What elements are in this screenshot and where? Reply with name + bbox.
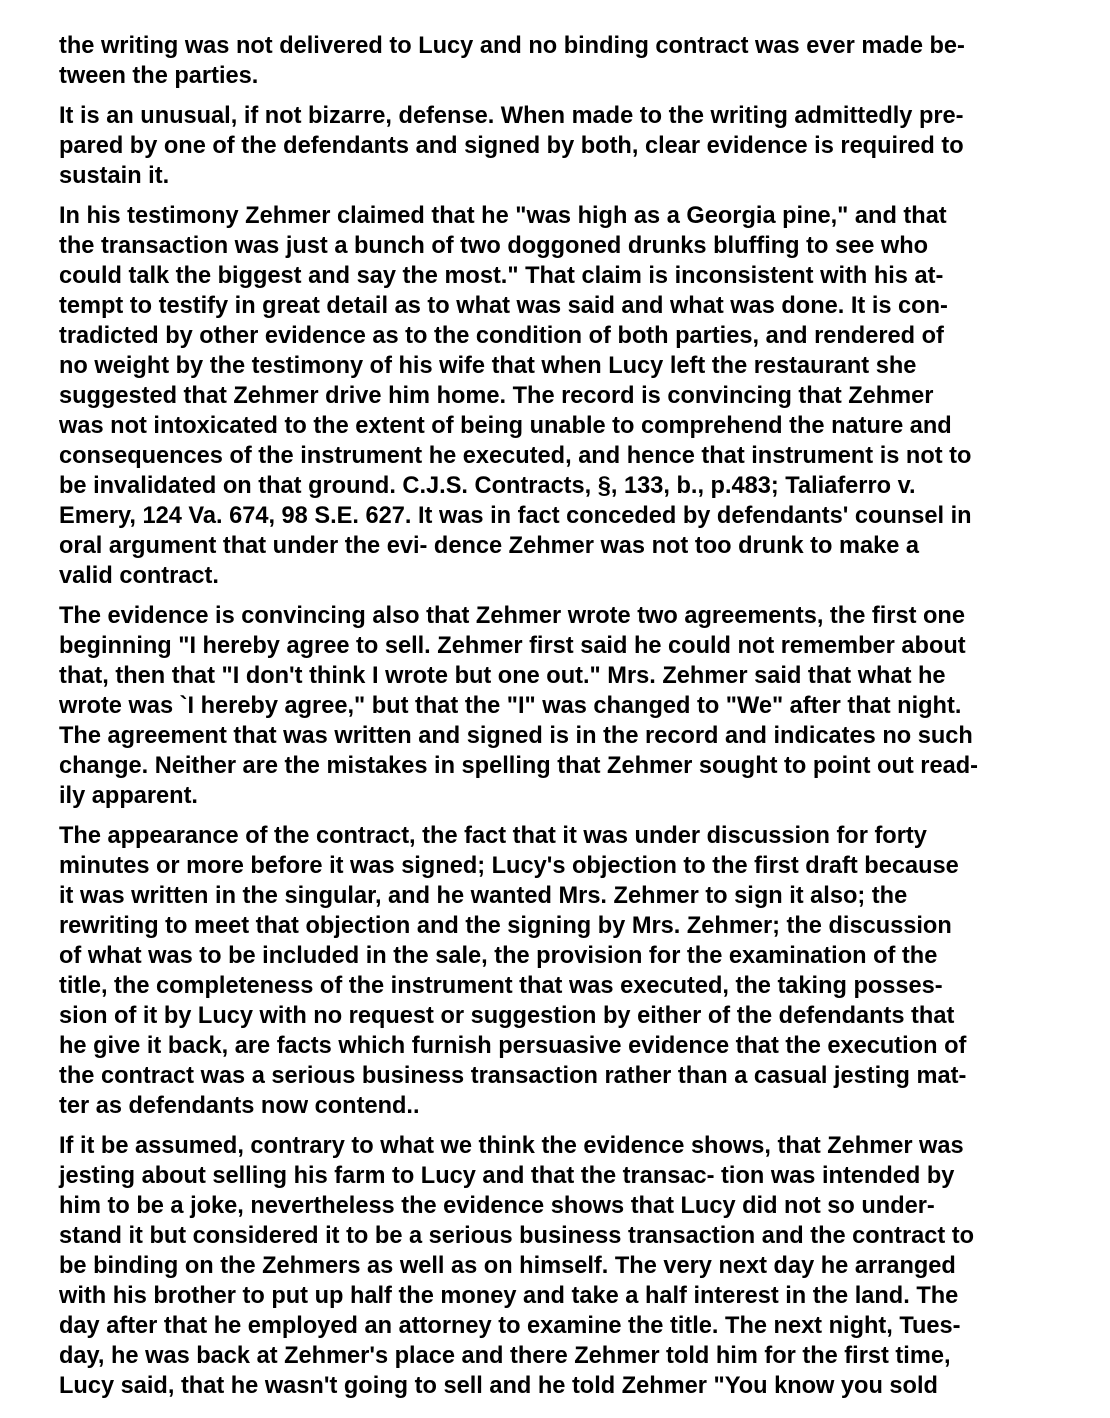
text-line: consequences of the instrument he executed, and hence that instrument is not to (59, 443, 972, 469)
text-line: was not intoxicated to the extent of being unable to comprehend the nature and (59, 413, 952, 439)
paragraph-6 (59, 1131, 1059, 1401)
text-line: oral argument that under the evi- dence Zehmer was not too drunk to make a (59, 533, 920, 559)
text-line: tempt to testify in great detail as to what was said and what was done. It is con- (59, 293, 948, 319)
text-line: tradicted by other evidence as to the condition of both parties, and rendered of (59, 323, 944, 349)
paragraph-2 (59, 101, 1059, 191)
paragraph-5 (59, 821, 1059, 1121)
text-line: be binding on the Zehmers as well as on himself. The very next day he arranged (59, 1253, 956, 1279)
text-line: suggested that Zehmer drive him home. The record is convincing that Zehmer (59, 383, 934, 409)
paragraph-4 (59, 601, 1059, 811)
text-line: rewriting to meet that objection and the signing by Mrs. Zehmer; the discussion (59, 913, 952, 939)
text-line: The appearance of the contract, the fact that it was under discussion for forty (59, 823, 927, 849)
text-line: sustain it. (59, 163, 170, 189)
text-line: It is an unusual, if not bizarre, defense. When made to the writing admittedly pre- (59, 103, 964, 129)
text-line: The evidence is convincing also that Zehmer wrote two agreements, the first one (59, 603, 965, 629)
text-line: beginning "I hereby agree to sell. Zehmer first said he could not remember about (59, 633, 966, 659)
text-line: stand it but considered it to be a serious business transaction and the contract to (59, 1223, 975, 1249)
text-line: minutes or more before it was signed; Lucy's objection to the first draft because (59, 853, 959, 879)
text-line: of what was to be included in the sale, the provision for the examination of the (59, 943, 938, 969)
text-line: tween the parties. (59, 63, 259, 89)
text-line: day after that he employed an attorney to examine the title. The next night, Tues- (59, 1313, 961, 1339)
text-line: him to be a joke, nevertheless the evidence shows that Lucy did not so under- (59, 1193, 935, 1219)
text-line: the writing was not delivered to Lucy and no binding contract was ever made be- (59, 33, 965, 59)
text-line: no weight by the testimony of his wife that when Lucy left the restaurant she (59, 353, 917, 379)
text-line: sion of it by Lucy with no request or suggestion by either of the defendants that (59, 1003, 955, 1029)
text-line: he give it back, are facts which furnish persuasive evidence that the execution of (59, 1033, 967, 1059)
text-line: pared by one of the defendants and signed by both, clear evidence is required to (59, 133, 964, 159)
text-line: could talk the biggest and say the most." That claim is inconsistent with his at- (59, 263, 944, 289)
text-line: the transaction was just a bunch of two doggoned drunks bluffing to see who (59, 233, 929, 259)
text-line: Lucy said, that he wasn't going to sell and he told Zehmer "You know you sold (59, 1373, 938, 1399)
text-line: ter as defendants now contend.. (59, 1093, 420, 1119)
document-page (59, 0, 1059, 1401)
text-line: The agreement that was written and signed is in the record and indicates no such (59, 723, 973, 749)
text-line: change. Neither are the mistakes in spelling that Zehmer sought to point out read- (59, 753, 978, 779)
text-line: ily apparent. (59, 783, 198, 809)
text-line: day, he was back at Zehmer's place and there Zehmer told him for the first time, (59, 1343, 951, 1369)
text-line: If it be assumed, contrary to what we think the evidence shows, that Zehmer was (59, 1133, 964, 1159)
text-line: it was written in the singular, and he wanted Mrs. Zehmer to sign it also; the (59, 883, 908, 909)
text-line: title, the completeness of the instrument that was executed, the taking posses- (59, 973, 943, 999)
text-line: that, then that "I don't think I wrote but one out." Mrs. Zehmer said that what he (59, 663, 946, 689)
text-line: valid contract. (59, 563, 219, 589)
paragraph-3 (59, 201, 1059, 591)
text-line: with his brother to put up half the money and take a half interest in the land. The (59, 1283, 959, 1309)
text-line: In his testimony Zehmer claimed that he "was high as a Georgia pine," and that (59, 203, 947, 229)
text-line: jesting about selling his farm to Lucy and that the transac- tion was intended by (59, 1163, 955, 1189)
text-line: Emery, 124 Va. 674, 98 S.E. 627. It was in fact conceded by defendants' counsel in (59, 503, 972, 529)
text-line: the contract was a serious business transaction rather than a casual jesting mat- (59, 1063, 967, 1089)
text-line: be invalidated on that ground. C.J.S. Contracts, §, 133, b., p.483; Taliaferro v. (59, 473, 916, 499)
text-line: wrote was `I hereby agree," but that the "I" was changed to "We" after that night. (59, 693, 962, 719)
paragraph-1 (59, 0, 1059, 91)
